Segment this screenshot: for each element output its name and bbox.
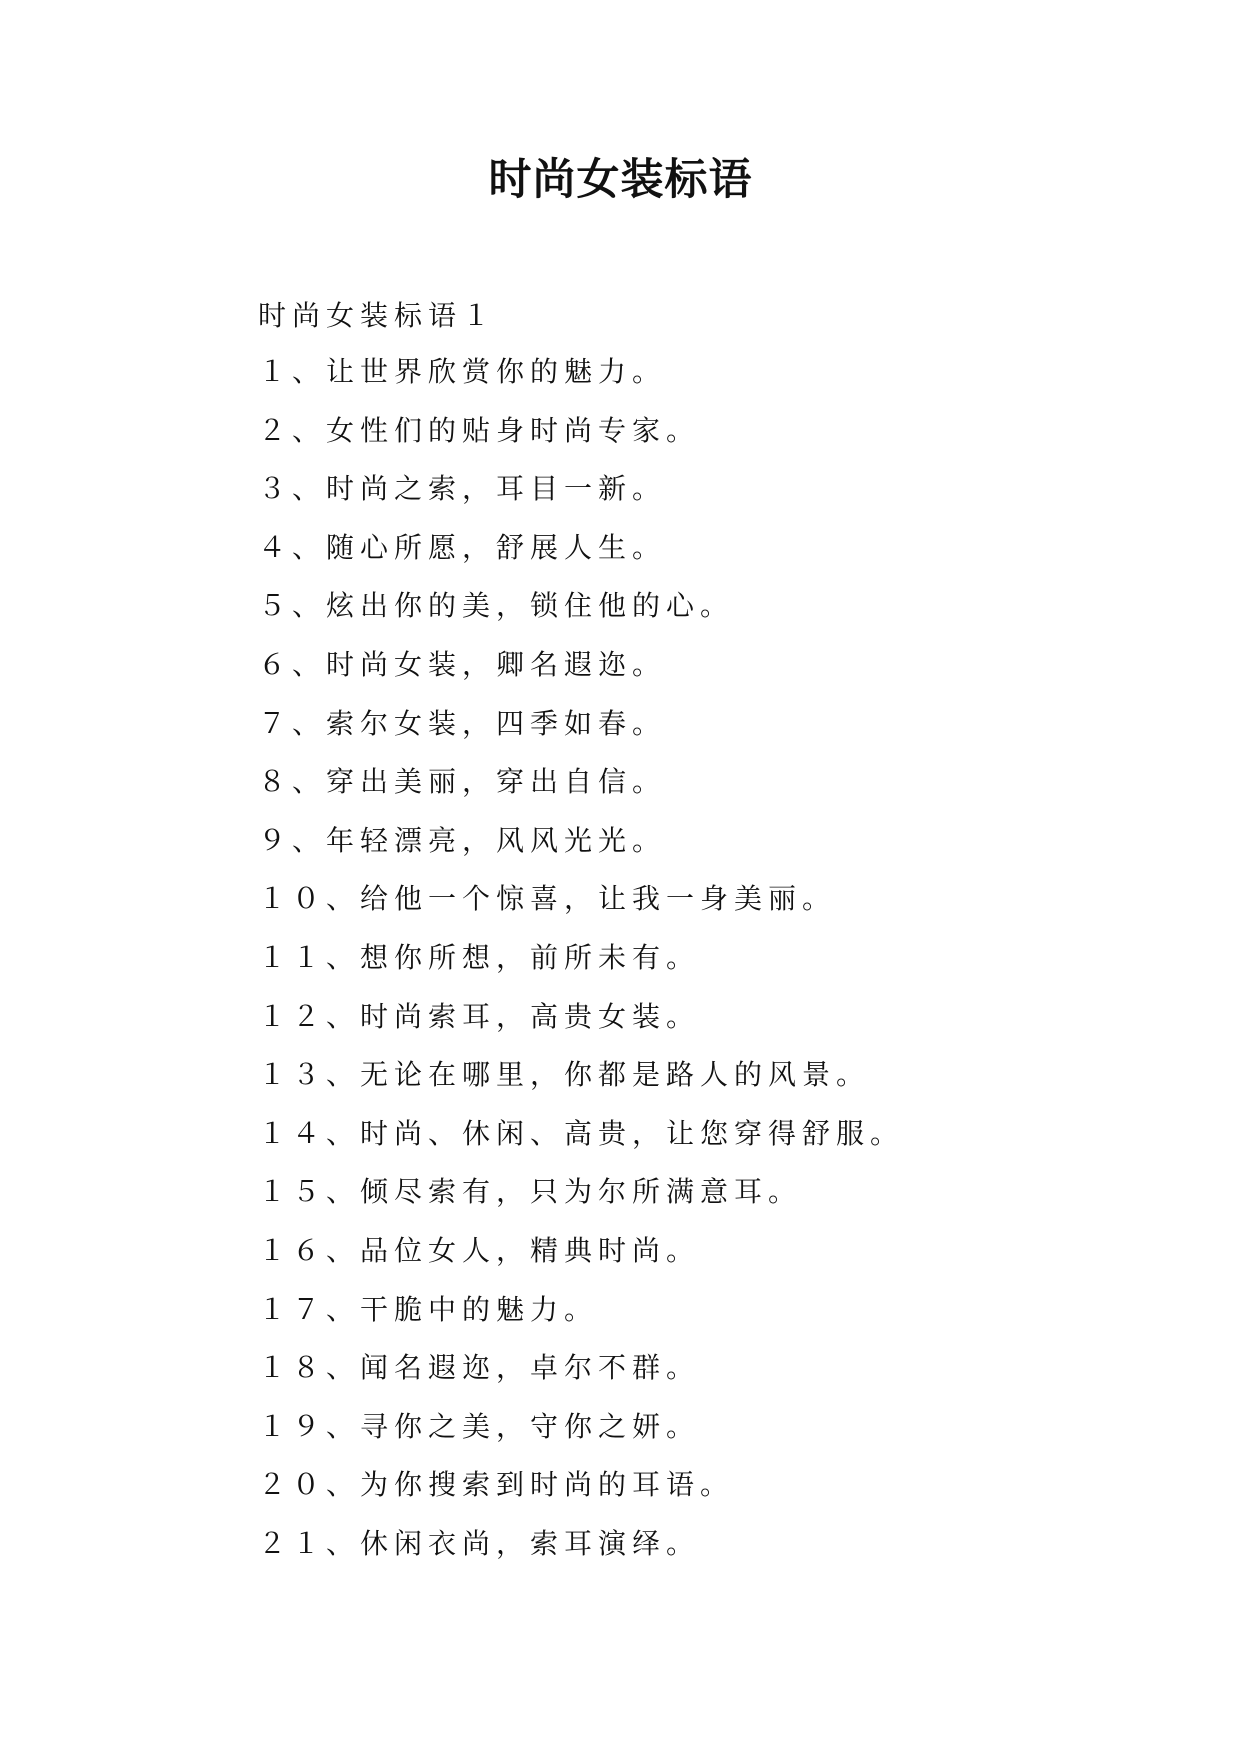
slogan-item-12: １２、时尚索耳，高贵女装。	[258, 999, 701, 1033]
slogan-item-18: １８、闻名遐迩，卓尔不群。	[258, 1351, 701, 1385]
slogan-item-7: ７、索尔女装，四季如春。	[258, 706, 667, 740]
slogan-item-19: １９、寻你之美，守你之妍。	[258, 1409, 701, 1443]
section-heading: 时尚女装标语１	[258, 299, 497, 332]
slogan-list	[258, 354, 904, 1584]
slogan-item-5: ５、炫出你的美，锁住他的心。	[258, 589, 735, 623]
slogan-item-6: ６、时尚女装，卿名遐迩。	[258, 647, 667, 681]
slogan-item-4: ４、随心所愿，舒展人生。	[258, 530, 667, 564]
slogan-item-8: ８、穿出美丽，穿出自信。	[258, 765, 667, 799]
slogan-item-2: ２、女性们的贴身时尚专家。	[258, 413, 701, 447]
slogan-item-14: １４、时尚、休闲、高贵，让您穿得舒服。	[258, 1116, 905, 1150]
slogan-item-10: １０、给他一个惊喜，让我一身美丽。	[258, 882, 837, 916]
slogan-item-20: ２０、为你搜索到时尚的耳语。	[258, 1468, 735, 1502]
slogan-item-3: ３、时尚之索，耳目一新。	[258, 472, 667, 506]
slogan-item-13: １３、无论在哪里，你都是路人的风景。	[258, 1058, 871, 1092]
slogan-item-16: １６、品位女人，精典时尚。	[258, 1233, 701, 1267]
slogan-item-9: ９、年轻漂亮，风风光光。	[258, 823, 667, 857]
slogan-item-11: １１、想你所想，前所未有。	[258, 940, 701, 974]
slogan-item-1: １、让世界欣赏你的魅力。	[258, 355, 667, 388]
slogan-item-17: １７、干脆中的魅力。	[258, 1292, 599, 1326]
slogan-item-15: １５、倾尽索有，只为尔所满意耳。	[258, 1175, 803, 1209]
document-title: 时尚女装标语	[488, 155, 753, 205]
slogan-item-21: ２１、休闲衣尚，索耳演绎。	[258, 1526, 701, 1560]
